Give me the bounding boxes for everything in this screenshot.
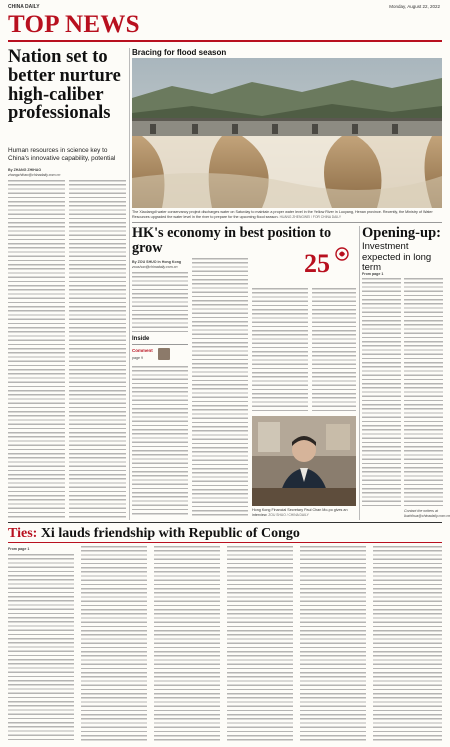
lead-headline[interactable]: Nation set to better nurture high-caliber professionals (8, 47, 121, 124)
ties-from-page: From page 1 (8, 547, 30, 551)
ties-headline[interactable] (8, 526, 448, 541)
masthead-logo: CHINA DAILY (8, 4, 40, 10)
ties-col-2 (81, 546, 147, 742)
ties-rule (8, 542, 442, 543)
section-title: TOP NEWS (8, 11, 140, 38)
hk-headline[interactable]: HK's economy in best position to grow (132, 225, 332, 256)
opening-up-col-2 (404, 278, 443, 508)
hk-byline (132, 260, 188, 269)
hk-body-col-1 (132, 272, 188, 334)
hk-body-col-3 (252, 288, 308, 412)
issue-date: Monday, August 22, 2022 (389, 4, 440, 9)
comment-tag[interactable]: Comment (132, 348, 153, 353)
svg-text:25: 25 (304, 249, 330, 278)
column-divider-right (359, 226, 360, 520)
inside-label: Inside (132, 336, 150, 342)
ties-col-3 (154, 546, 220, 742)
hk-photo-image (252, 416, 356, 506)
hk-photo (252, 416, 356, 506)
opening-up-contact-label: Contact the writers at (404, 509, 438, 513)
comment-thumb (158, 348, 170, 360)
opening-up-col-1 (362, 278, 401, 508)
opening-up-contact (404, 509, 450, 518)
opening-up-contact-email[interactable]: liuzhihua@chinadaily.com.cn (404, 513, 450, 518)
photo-caption-text: The Xiaolangdi water conservancy project discharges water on Saturday to maintain a proper water level in the Yellow River in Luoyang, Henan province. Recently, the Ministry of Water Resources upgraded the water level in the river to prepare for the upcoming flood season. (132, 210, 433, 219)
opening-up-from-page: From page 1 (362, 272, 384, 276)
hk-photo-caption-text: Hong Kong Financial Secretary Paul Chan Mo-po gives an interview. (252, 508, 348, 517)
lead-body-col-1 (8, 180, 65, 520)
ties-top-rule (8, 522, 442, 523)
lead-subhead: Human resources in science key to China's innovative capability, potential (8, 147, 116, 162)
comment-page: page 9 (132, 356, 143, 360)
hk-photo-caption (252, 508, 356, 517)
ties-col-5 (300, 546, 366, 742)
lead-byline-email[interactable]: zhangzhihao@chinadaily.com.cn (8, 172, 61, 177)
hk-body-col-1b (132, 366, 188, 516)
hk-byline-email[interactable]: zoushuo@chinadaily.com.cn (132, 264, 178, 269)
hk-body-col-2 (192, 258, 248, 516)
hk-anniversary-emblem (300, 244, 350, 284)
photo-caption (132, 210, 442, 219)
lead-body-col-2 (69, 180, 126, 520)
column-divider (129, 48, 130, 520)
ties-headline-text: Xi lauds friendship with Republic of Congo (40, 526, 300, 541)
anniversary-logo (300, 244, 350, 284)
ties-col-4 (227, 546, 293, 742)
photo-bottom-rule (132, 222, 442, 223)
lead-byline-name: By ZHANG ZHIHAO (8, 168, 42, 172)
hk-photo-credit: ZOU SHUO / CHINA DAILY (268, 512, 309, 517)
photo-credit: HUANG ZHENGWEI / FOR CHINA DAILY (279, 214, 342, 219)
dam-photo-image (132, 58, 442, 208)
inside-rule (132, 344, 188, 345)
opening-up-headline[interactable]: Opening-up: (362, 225, 441, 241)
photo-headline[interactable]: Bracing for flood season (132, 48, 227, 57)
hk-body-col-4 (312, 288, 356, 412)
section-rule (8, 40, 442, 42)
ties-prefix: Ties: (8, 526, 38, 541)
dam-photo (132, 58, 442, 208)
lead-byline (8, 168, 126, 177)
ties-col-1 (8, 554, 74, 742)
ties-col-6 (373, 546, 442, 742)
opening-up-subhead: Investment expected in long term (362, 241, 432, 273)
hk-byline-name: By ZOU SHUO in Hong Kong (132, 260, 182, 264)
